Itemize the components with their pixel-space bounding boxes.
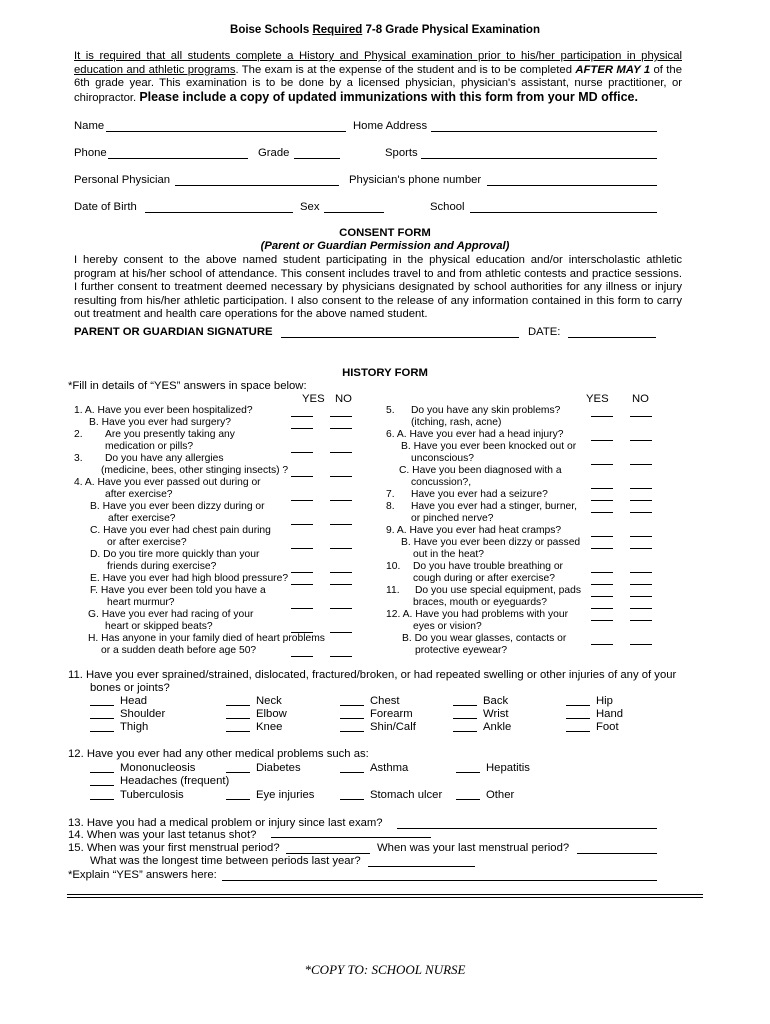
yes-blank[interactable] (591, 575, 613, 585)
q14-field[interactable] (271, 826, 431, 838)
history-question-text: B. Have you ever been dizzy during or (90, 501, 265, 512)
explain-field[interactable] (222, 869, 657, 881)
history-question-text: heart murmur? (107, 597, 175, 608)
no-blank[interactable] (330, 515, 352, 525)
yes-blank[interactable] (291, 467, 313, 477)
no-blank[interactable] (630, 407, 652, 417)
history-question-text: 3. (74, 453, 83, 464)
history-question-text: friends during exercise? (107, 561, 217, 572)
condition-blank[interactable] (90, 775, 114, 786)
body-part-blank[interactable] (340, 721, 364, 732)
body-part-blank[interactable] (453, 721, 477, 732)
history-question-text: 9. A. Have you ever had heat cramps? (386, 525, 562, 536)
dob-label: Date of Birth (74, 201, 137, 213)
yes-blank[interactable] (591, 431, 613, 441)
body-part-blank[interactable] (226, 708, 250, 719)
q15a-field[interactable] (286, 842, 370, 854)
yes-blank[interactable] (591, 407, 613, 417)
condition-blank[interactable] (226, 762, 250, 773)
q15b-label: When was your last menstrual period? (377, 842, 570, 854)
no-blank[interactable] (630, 491, 652, 501)
condition-blank[interactable] (340, 762, 364, 773)
history-question-text: Are you presently taking any (105, 429, 235, 440)
body-part-blank[interactable] (340, 708, 364, 719)
no-blank[interactable] (630, 503, 652, 513)
yes-blank[interactable] (291, 443, 313, 453)
history-question-text: Have you ever had a seizure? (411, 489, 548, 500)
history-title: HISTORY FORM (342, 367, 428, 379)
body-part-label: Shoulder (120, 708, 166, 720)
home-address-field[interactable] (431, 120, 657, 132)
no-blank[interactable] (330, 599, 352, 609)
no-blank[interactable] (330, 491, 352, 501)
q15a-label: 15. When was your first menstrual period? (68, 842, 280, 854)
yes-blank[interactable] (291, 599, 313, 609)
yes-blank[interactable] (591, 599, 613, 609)
history-question-text: Do you use special equipment, pads (415, 585, 581, 596)
physician-phone-field[interactable] (487, 174, 657, 186)
yes-header-left: YES (302, 393, 325, 405)
date-label: DATE: (528, 326, 561, 338)
history-question-text: C. Have you ever had chest pain during (90, 525, 271, 536)
consent-subtitle: (Parent or Guardian Permission and Approval) (260, 240, 510, 252)
no-blank[interactable] (330, 563, 352, 573)
yes-blank[interactable] (591, 539, 613, 549)
consent-title: CONSENT FORM (339, 227, 431, 239)
history-question-text: or a sudden death before age 50? (101, 645, 257, 656)
body-part-blank[interactable] (566, 695, 590, 706)
personal-physician-field[interactable] (175, 174, 339, 186)
yes-blank[interactable] (591, 611, 613, 621)
q12-line1: 12. Have you ever had any other medical problems such as: (68, 748, 369, 760)
history-question-text: B. Have you ever been dizzy or passed (401, 537, 581, 548)
yes-blank[interactable] (591, 563, 613, 573)
no-blank[interactable] (630, 587, 652, 597)
yes-blank[interactable] (291, 515, 313, 525)
body-part-blank[interactable] (453, 708, 477, 719)
condition-label: Headaches (frequent) (120, 775, 230, 787)
double-divider (67, 894, 703, 898)
school-label: School (430, 201, 465, 213)
no-blank[interactable] (330, 539, 352, 549)
body-part-label: Knee (256, 721, 283, 733)
yes-blank[interactable] (291, 623, 313, 633)
body-part-label: Neck (256, 695, 282, 707)
condition-blank[interactable] (340, 789, 364, 800)
yes-blank[interactable] (291, 647, 313, 657)
q15b-field[interactable] (577, 842, 657, 854)
history-question-text: protective eyewear? (415, 645, 508, 656)
no-blank[interactable] (630, 635, 652, 645)
history-question-text: 1. A. Have you ever been hospitalized? (74, 405, 253, 416)
condition-blank[interactable] (226, 789, 250, 800)
body-part-blank[interactable] (226, 695, 250, 706)
history-question-text: 11. (386, 585, 400, 596)
body-part-blank[interactable] (340, 695, 364, 706)
history-question-text: B. Have you ever had surgery? (89, 417, 231, 428)
body-part-blank[interactable] (226, 721, 250, 732)
no-blank[interactable] (330, 443, 352, 453)
condition-label: Tuberculosis (120, 789, 184, 801)
yes-blank[interactable] (291, 575, 313, 585)
no-blank[interactable] (330, 467, 352, 477)
condition-blank[interactable] (90, 789, 114, 800)
no-header-right: NO (632, 393, 649, 405)
required-word: Required (312, 24, 363, 36)
history-question-text: C. Have you been diagnosed with a (399, 465, 562, 476)
history-question-text: 4. A. Have you ever passed out during or (74, 477, 261, 488)
intro-paragraph: It is required that all students complete a History and Physical examination prior to his/her participation in physical education and athletic programs. The exam is at the expense of the student and is to be completed AFTER MAY 1 of the 6th grade year. This examination is to be done by a licensed physician, physician's assistant, nurse practitioner, or chiropractor. Please include a copy of updated immunizations with this form from your MD office. (74, 50, 682, 104)
condition-label: Hepatitis (486, 762, 530, 774)
history-question-text: F. Have you ever been told you have a (90, 585, 266, 596)
history-question-text: B. Have you ever been knocked out or (401, 441, 577, 452)
q14-label: 14. When was your last tetanus shot? (68, 829, 257, 841)
history-question-text: B. Do you wear glasses, contacts or (402, 633, 567, 644)
body-part-blank[interactable] (453, 695, 477, 706)
history-question-text: or after exercise? (107, 537, 187, 548)
name-field[interactable] (106, 120, 346, 132)
history-question-text: 7. (386, 489, 395, 500)
body-part-label: Foot (596, 721, 619, 733)
body-part-blank[interactable] (90, 695, 114, 706)
no-blank[interactable] (630, 539, 652, 549)
q15c-field[interactable] (368, 855, 475, 867)
no-blank[interactable] (630, 527, 652, 537)
yes-blank[interactable] (591, 635, 613, 645)
yes-blank[interactable] (591, 491, 613, 501)
condition-label: Eye injuries (256, 789, 315, 801)
signature-field[interactable] (281, 326, 519, 338)
condition-label: Other (486, 789, 515, 801)
no-blank[interactable] (630, 431, 652, 441)
yes-blank[interactable] (591, 455, 613, 465)
history-question-text: out in the heat? (413, 549, 484, 560)
no-blank[interactable] (630, 575, 652, 585)
condition-label: Asthma (370, 762, 409, 774)
history-question-text: unconscious? (411, 453, 474, 464)
body-part-label: Shin/Calf (370, 721, 416, 733)
history-question-text: 10. (386, 561, 401, 572)
school-field[interactable] (470, 201, 657, 213)
grade-label: Grade (258, 147, 290, 159)
no-blank[interactable] (330, 419, 352, 429)
history-question-text: H. Has anyone in your family died of heart problems (88, 633, 325, 644)
yes-blank[interactable] (591, 479, 613, 489)
history-question-text: braces, mouth or eyeguards? (413, 597, 547, 608)
body-part-label: Back (483, 695, 509, 707)
yes-blank[interactable] (591, 503, 613, 513)
no-blank[interactable] (630, 599, 652, 609)
no-blank[interactable] (630, 611, 652, 621)
history-question-text: after exercise? (108, 513, 176, 524)
history-question-text: Do you have any allergies (105, 453, 224, 464)
form-title: Boise Schools Required 7-8 Grade Physical Examination (230, 24, 540, 36)
sports-label: Sports (385, 147, 418, 159)
body-part-label: Ankle (483, 721, 512, 733)
condition-label: Diabetes (256, 762, 301, 774)
history-question-text: after exercise? (105, 489, 173, 500)
sex-label: Sex (300, 201, 320, 213)
history-question-text: eyes or vision? (413, 621, 482, 632)
q13-field[interactable] (397, 817, 657, 829)
personal-physician-label: Personal Physician (74, 174, 171, 186)
history-question-text: E. Have you ever had high blood pressure? (90, 573, 289, 584)
body-part-label: Forearm (370, 708, 413, 720)
phone-label: Phone (74, 147, 107, 159)
footer-copy-note: *COPY TO: SCHOOL NURSE (304, 962, 466, 977)
history-question-text: Do you have any skin problems? (411, 405, 561, 416)
history-question-text: concussion?, (411, 477, 472, 488)
grade-field[interactable] (294, 147, 340, 159)
no-blank[interactable] (330, 623, 352, 633)
condition-label: Stomach ulcer (370, 789, 443, 801)
history-question-text: or pinched nerve? (411, 513, 494, 524)
consent-body: I hereby consent to the above named student participating in the physical education and/or interscholastic athletic program at his/her school of attendance. This consent includes travel to and from athletic contests and practice sessions. I further consent to treatment deemed necessary by physicians designated by school authorities for any illness or injury resulting from his/her athletic participation. I also consent to the release of any information contained in this form to carry out treatment and health care operations for the above named student. (74, 254, 682, 320)
q11-line1: 11. Have you ever sprained/strained, dislocated, fractured/broken, or had repeated swelling or other injuries of any of your (68, 669, 677, 681)
no-blank[interactable] (330, 647, 352, 657)
history-question-text: G. Have you ever had racing of your (88, 609, 254, 620)
signature-label: PARENT OR GUARDIAN SIGNATURE (74, 326, 273, 338)
q13-label: 13. Have you had a medical problem or injury since last exam? (68, 817, 383, 829)
body-part-label: Hip (596, 695, 613, 707)
history-question-text: (medicine, bees, other stinging insects) ? (101, 465, 289, 476)
sports-field[interactable] (421, 147, 657, 159)
physician-phone-label: Physician's phone number (349, 174, 482, 186)
yes-header-right: YES (586, 393, 609, 405)
dob-field[interactable] (145, 201, 293, 213)
history-question-text: 2. (74, 429, 83, 440)
body-part-blank[interactable] (566, 708, 590, 719)
history-question-text: Have you ever had a stinger, burner, (411, 501, 577, 512)
body-part-label: Elbow (256, 708, 287, 720)
name-label: Name (74, 120, 105, 132)
no-header-left: NO (335, 393, 352, 405)
phone-field[interactable] (108, 147, 248, 159)
body-part-label: Hand (596, 708, 624, 720)
body-part-blank[interactable] (90, 721, 114, 732)
yes-blank[interactable] (291, 407, 313, 417)
history-question-text: medication or pills? (105, 441, 194, 452)
history-question-text: cough during or after exercise? (413, 573, 555, 584)
history-question-text: Do you have trouble breathing or (413, 561, 563, 572)
history-question-text: (itching, rash, acne) (411, 417, 502, 428)
body-part-blank[interactable] (566, 721, 590, 732)
history-question-text: 8. (386, 501, 395, 512)
history-instructions: *Fill in details of “YES” answers in space below: (68, 380, 307, 392)
history-question-text: 5. (386, 405, 395, 416)
condition-blank[interactable] (90, 762, 114, 773)
q15c-label: What was the longest time between periods last year? (90, 855, 361, 867)
no-blank[interactable] (630, 479, 652, 489)
yes-blank[interactable] (591, 587, 613, 597)
home-address-label: Home Address (353, 120, 428, 132)
yes-blank[interactable] (291, 539, 313, 549)
yes-blank[interactable] (291, 419, 313, 429)
condition-blank[interactable] (456, 762, 480, 773)
body-part-label: Wrist (483, 708, 509, 720)
sex-field[interactable] (324, 201, 384, 213)
history-question-text: heart or skipped beats? (105, 621, 213, 632)
yes-blank[interactable] (291, 491, 313, 501)
body-part-blank[interactable] (90, 708, 114, 719)
yes-blank[interactable] (591, 527, 613, 537)
q11-line2: bones or joints? (90, 682, 170, 694)
no-blank[interactable] (630, 563, 652, 573)
yes-blank[interactable] (291, 563, 313, 573)
body-part-label: Chest (370, 695, 400, 707)
history-question-text: 12. A. Have you had problems with your (386, 609, 569, 620)
history-question-text: D. Do you tire more quickly than your (90, 549, 260, 560)
no-blank[interactable] (330, 407, 352, 417)
body-part-label: Thigh (120, 721, 149, 733)
date-field[interactable] (568, 326, 656, 338)
condition-label: Mononucleosis (120, 762, 196, 774)
body-part-label: Head (120, 695, 148, 707)
no-blank[interactable] (630, 455, 652, 465)
condition-blank[interactable] (456, 789, 480, 800)
no-blank[interactable] (330, 575, 352, 585)
history-question-text: 6. A. Have you ever had a head injury? (386, 429, 564, 440)
explain-label: *Explain “YES” answers here: (68, 869, 217, 881)
